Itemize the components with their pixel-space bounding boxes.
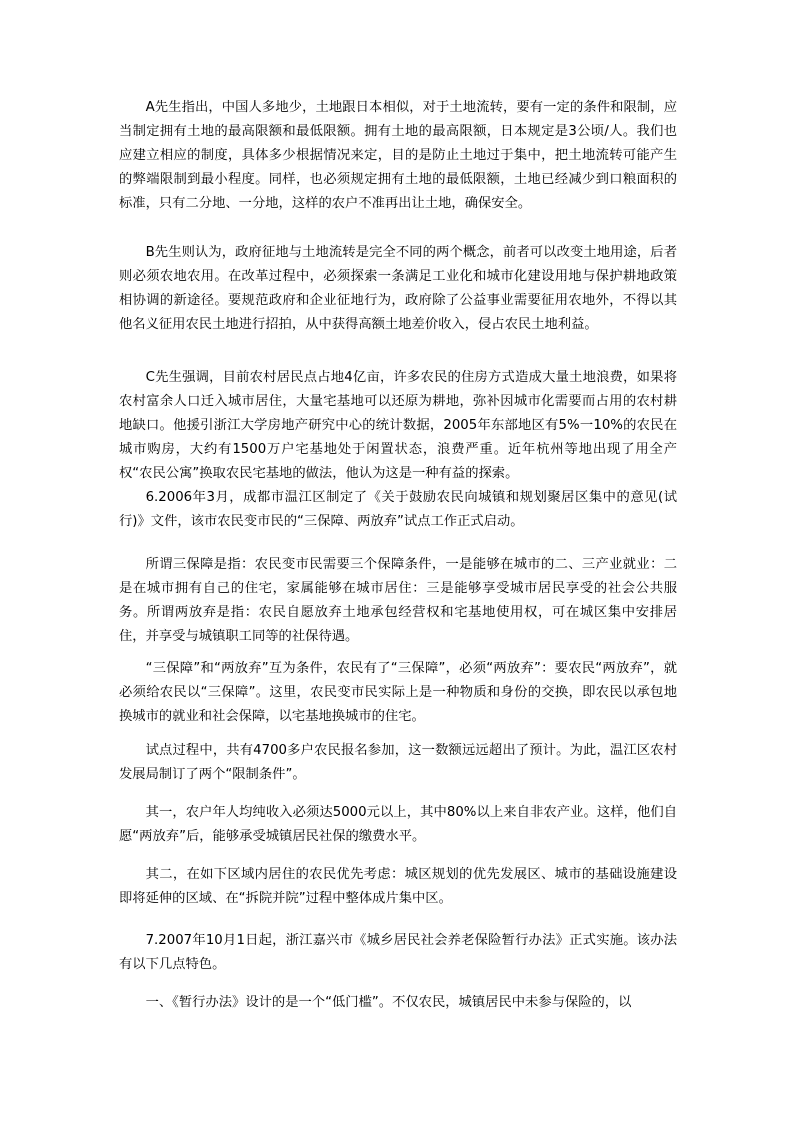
paragraph-three-guarantees: 所谓三保障是指：农民变市民需要三个保障条件，一是能够在城市的二、三产业就业：二是在城市拥有自己的住宅，家属能够在城市居住：三是能够享受城市居民享受的社会公共服务。所谓两放弃是指：农民自愿放弃土地承包经营权和宅基地使用权，可在城区集中安排居住，并享受与城镇职工同等的社保待遇。 [119,557,677,644]
paragraph-condition-1: 其一，农户年人均纯收入必须达5000元以上，其中80%以上来自非农产业。这样，他们自愿“两放弃”后，能够承受城镇居民社保的缴费水平。 [119,805,677,844]
paragraph-pilot: 试点过程中，共有4700多户农民报名参加，这一数额远远超出了预计。为此，温江区农村发展局制订了两个“限制条件”。 [119,743,677,782]
paragraph-c-opinion: C先生强调，目前农村居民点占地4亿亩，许多农民的住房方式造成大量土地浪费，如果将农村富余人口迁入城市居住，大量宅基地可以还原为耕地，弥补因城市化需要而占用的农村耕地缺口。他援引浙江大学房地产研究中心的统计数据，2005年东部地区有5%一10%的农民在城市购房，大约有1500万户宅基地处于闲置状态，浪费严重。近年杭州等地出现了用全产权“农民公寓”换取农民宅基地的做法，他认为这是一种有益的探索。 [119,370,677,481]
paragraph-exchange: “三保障”和“两放弃”互为条件，农民有了“三保障”，必须“两放弃”：要农民“两放弃”，就必须给农民以“三保障”。这里，农民变市民实际上是一种物质和身份的交换，即农民以承包地换城市的就业和社会保障，以宅基地换城市的住宅。 [119,661,677,724]
paragraph-item-7: 7.2007年10月1日起，浙江嘉兴市《城乡居民社会养老保险暂行办法》正式实施。该办法有以下几点特色。 [119,933,677,972]
paragraph-a-opinion: A先生指出，中国人多地少，土地跟日本相似，对于土地流转，要有一定的条件和限制，应当制定拥有土地的最高限额和最低限额。拥有土地的最高限额，日本规定是3公顷/人。我们也应建立相应的制度，具体多少根据情况来定，目的是防止土地过于集中，把土地流转可能产生的弊端限制到最小程度。同样，也必须规定拥有土地的最低限额，土地已经减少到口粮面积的标准，只有二分地、一分地，这样的农户不准再出让土地，确保安全。 [119,100,677,211]
paragraph-feature-1: 一、《暂行办法》设计的是一个“低门槛”。不仅农民，城镇居民中未参与保险的，以 [145,995,632,1010]
paragraph-item-6: 6.2006年3月，成都市温江区制定了《关于鼓励农民向城镇和规划聚居区集中的意见(试行)》文件，该市农民变市民的“三保障、两放弃”试点工作正式启动。 [119,490,677,529]
paragraph-condition-2: 其二，在如下区域内居住的农民优先考虑：城区规划的优先发展区、城市的基础设施建设即将延伸的区域、在“拆院并院”过程中整体成片集中区。 [119,867,677,906]
paragraph-b-opinion: B先生则认为，政府征地与土地流转是完全不同的两个概念，前者可以改变土地用途，后者则必须农地农用。在改革过程中，必须探索一条满足工业化和城市化建设用地与保护耕地政策相协调的新途径。要规范政府和企业征地行为，政府除了公益事业需要征用农地外，不得以其他名义征用农民土地进行招拍，从中获得高额土地差价收入，侵占农民土地利益。 [119,245,677,332]
